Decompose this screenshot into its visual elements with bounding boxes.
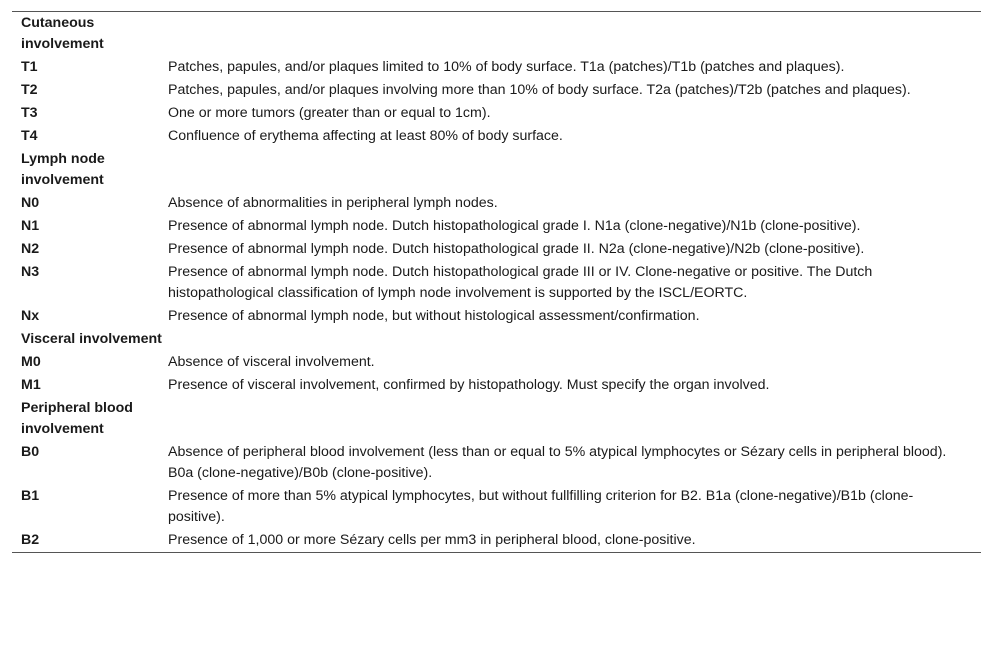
- table-row: [12, 485, 981, 529]
- row-code: N1: [21, 218, 40, 234]
- table-row: [12, 102, 981, 125]
- row-description: [168, 328, 981, 351]
- table-row: [12, 192, 981, 215]
- row-code: T2: [21, 82, 38, 98]
- row-description: [168, 12, 981, 57]
- staging-table-body: [12, 12, 981, 553]
- row-code: Lymph node involvement: [21, 151, 105, 188]
- row-code: T1: [21, 59, 38, 75]
- row-description: Presence of more than 5% atypical lymphocytes, but without fullfilling criterion for B2. B1a (clone-negative)/B1b (clone-positive).: [168, 488, 914, 525]
- row-code: N3: [21, 264, 40, 280]
- row-code: N2: [21, 241, 40, 257]
- row-description: [168, 148, 981, 192]
- row-code: B1: [21, 488, 40, 504]
- table-row: [12, 441, 981, 485]
- table-row: [12, 125, 981, 148]
- row-code: Cutaneous involvement: [21, 15, 104, 52]
- table-row: [12, 238, 981, 261]
- row-description: Presence of abnormal lymph node. Dutch histopathological grade I. N1a (clone-negative)/N1b (clone-positive).: [168, 218, 861, 234]
- table-row: [12, 148, 981, 192]
- row-code: Visceral involvement: [21, 331, 162, 347]
- row-code: T4: [21, 128, 38, 144]
- table-row: [12, 12, 981, 57]
- row-description: Presence of abnormal lymph node. Dutch histopathological grade II. N2a (clone-negative)/N2b (clone-positive).: [168, 241, 865, 257]
- row-code: B0: [21, 444, 40, 460]
- row-description: Absence of abnormalities in peripheral lymph nodes.: [168, 195, 498, 211]
- row-description: One or more tumors (greater than or equal to 1cm).: [168, 105, 491, 121]
- row-description: Presence of 1,000 or more Sézary cells per mm3 in peripheral blood, clone-positive.: [168, 532, 696, 548]
- table-row: [12, 328, 981, 351]
- table-row: [12, 215, 981, 238]
- row-description: Patches, papules, and/or plaques limited to 10% of body surface. T1a (patches)/T1b (patches and plaques).: [168, 59, 845, 75]
- table-row: [12, 529, 981, 553]
- row-description: Patches, papules, and/or plaques involving more than 10% of body surface. T2a (patches)/T2b (patches and plaques).: [168, 82, 911, 98]
- staging-table: [12, 11, 981, 553]
- row-code: T3: [21, 105, 38, 121]
- table-row: [12, 305, 981, 328]
- row-description: Presence of visceral involvement, confirmed by histopathology. Must specify the organ involved.: [168, 377, 770, 393]
- row-code: B2: [21, 532, 40, 548]
- row-description: Confluence of erythema affecting at least 80% of body surface.: [168, 128, 563, 144]
- row-description: Presence of abnormal lymph node, but without histological assessment/confirmation.: [168, 308, 700, 324]
- table-row: [12, 261, 981, 305]
- table-row: [12, 351, 981, 374]
- table-row: [12, 79, 981, 102]
- row-code: N0: [21, 195, 40, 211]
- row-description: Absence of peripheral blood involvement (less than or equal to 5% atypical lymphocytes or Sézary cells in peripheral blood). B0a (clone-negative)/B0b (clone-positive).: [168, 444, 947, 481]
- table-row: [12, 397, 981, 441]
- row-description: Presence of abnormal lymph node. Dutch histopathological grade III or IV. Clone-negative or positive. The Dutch histopathological classification of lymph node involvement is supported by the ISCL/EORTC.: [168, 264, 873, 301]
- row-code: M0: [21, 354, 41, 370]
- row-description: [168, 397, 981, 441]
- table-row: [12, 374, 981, 397]
- row-description: Absence of visceral involvement.: [168, 354, 375, 370]
- row-code: Nx: [21, 308, 40, 324]
- row-code: Peripheral blood involvement: [21, 400, 133, 437]
- row-code: M1: [21, 377, 41, 393]
- table-row: [12, 56, 981, 79]
